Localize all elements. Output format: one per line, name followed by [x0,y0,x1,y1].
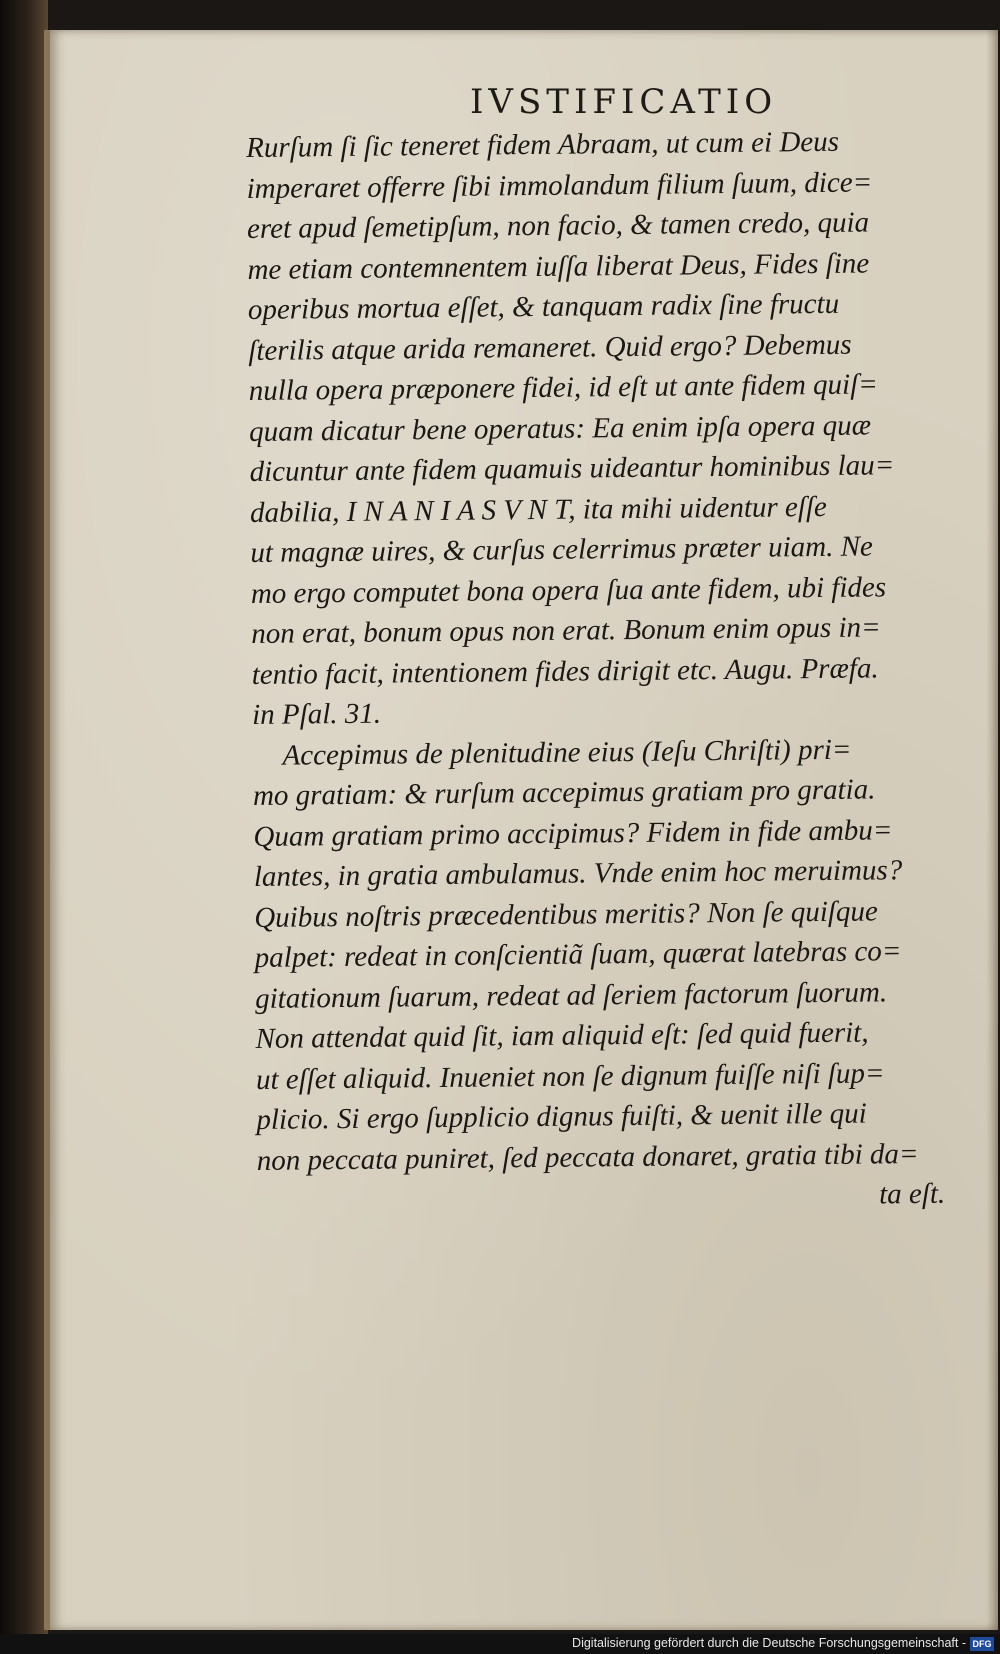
text-line: in Pſal. 31. [251,697,382,731]
text-line: Quibus noſtris præcedentibus meritis? Non ſe quiſque [254,894,878,934]
text-line: non erat, bonum opus non erat. Bonum enim opus in= [251,611,881,650]
dfg-logo-icon: DFG [970,1637,994,1651]
text-line: ut magnæ uires, & curſus celerrimus præter uiam. Ne [250,530,874,569]
text-line: plicio. Si ergo ſupplicio dignus fuiſti, & uenit ille qui [256,1097,867,1136]
text-line: palpet: redeat in conſcientiã ſuam, quærat latebras co= [254,935,902,974]
text-line: mo gratiam: & rurſum accepimus gratiam pro gratia. [252,773,876,812]
text-line: quam dicatur bene operatus: Ea enim ipſa opera quæ [249,408,872,448]
text-line: ſterilis atque arida remaneret. Quid ergo? Debemus [248,328,852,367]
book-page [44,30,998,1630]
text-line: Rurſum ſi ſic teneret fidem Abraam, ut cum ei Deus [246,125,840,164]
scanner-edge [0,0,48,1654]
text-line: Non attendat quid ſit, iam aliquid eſt: ſed quid fuerit, [255,1016,869,1055]
text-line: tentio facit, intentionem fides dirigit etc. Augu. Præfa. [251,651,879,691]
text-line: imperaret offerre ſibi immolandum filium ſuum, dice= [246,165,873,205]
text-line: mo ergo computet bona opera ſua ante fidem, ubi fides [250,570,887,610]
catchword-line: ta eſt. [878,1177,946,1211]
text-line: me etiam contemnentem iuſſa liberat Deus, Fides ſine [247,246,870,286]
text-line: lantes, in gratia ambulamus. Vnde enim hoc meruimus? [253,854,903,893]
text-line: eret apud ſemetipſum, non facio, & tamen credo, quia [246,206,870,245]
body-text [246,120,1000,1221]
text-line: nulla opera præponere fidei, id eſt ut ante fidem quiſ= [248,368,878,407]
text-line: ut eſſet aliquid. Inueniet non ſe dignum fuiſſe niſi ſup= [255,1056,885,1096]
text-line: operibus mortua eſſet, & tanquam radix ſine fructu [247,287,840,326]
text-line: dicuntur ante fidem quamuis uideantur hominibus lau= [249,449,895,488]
text-line: dabilia, I N A N I A S V N T, ita mihi uidentur eſſe [249,490,827,529]
running-head: IVSTIFICATIO [470,82,778,122]
text-line: non peccata puniret, ſed peccata donaret, gratia tibi da= [256,1137,919,1177]
text-line: Quam gratiam primo accipimus? Fidem in fide ambu= [253,813,893,853]
text-line: gitationum ſuarum, redeat ad ſeriem factorum ſuorum. [254,975,888,1015]
text-line-paragraph-start: Accepimus de plenitudine eius (Ieſu Chriſti) pri= [282,733,852,772]
footer-credit: Digitalisierung gefördert durch die Deutsche Forschungsgemeinschaft - [572,1636,966,1650]
